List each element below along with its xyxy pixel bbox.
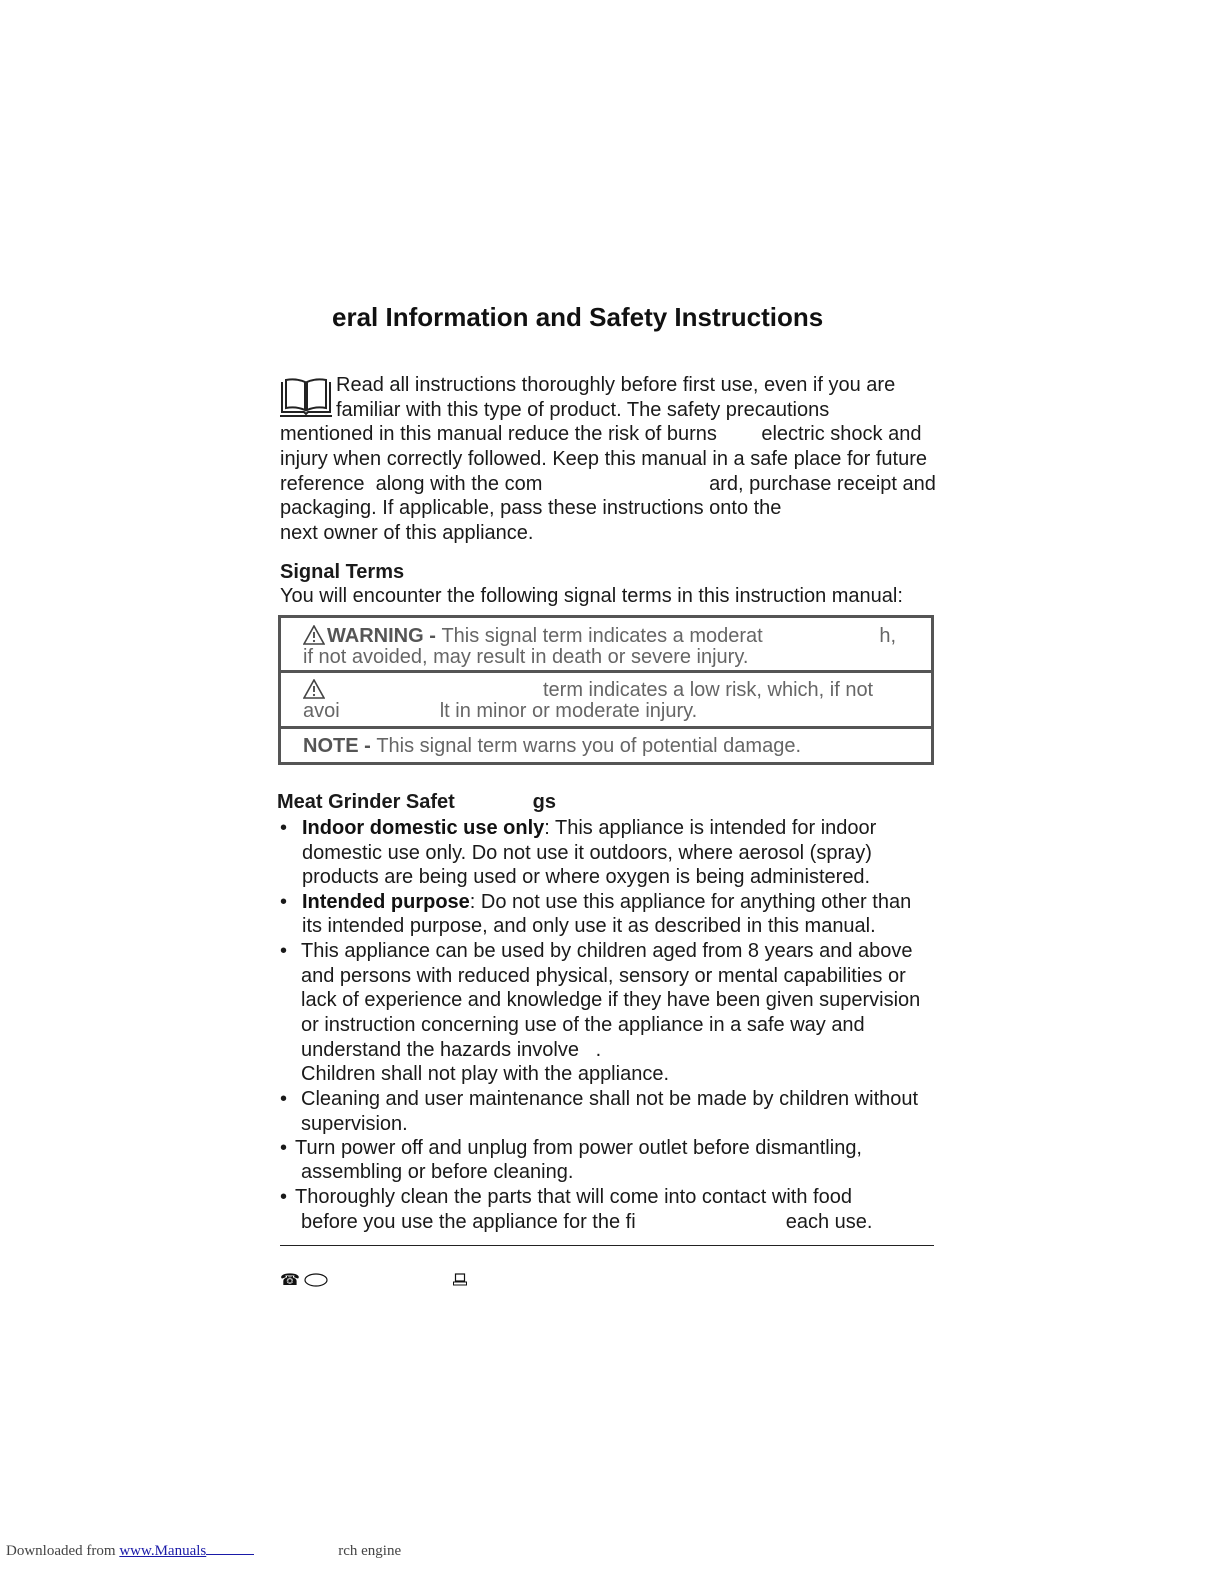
- bullet-5-line: assembling or before cleaning.: [301, 1161, 574, 1183]
- footer-prefix: Downloaded from: [6, 1543, 120, 1559]
- phone-icon: ☎: [280, 1272, 300, 1289]
- footer-suffix: rch engine: [338, 1543, 402, 1559]
- bullet-3-line: This appliance can be used by children aged from 8 years and above: [301, 940, 913, 962]
- safety-heading: Meat Grinder Safet gs: [277, 791, 556, 813]
- bullet-2-line: [302, 890, 911, 914]
- bullet-3-line: or instruction concerning use of the appliance in a safe way and: [301, 1014, 865, 1036]
- intro-line: Read all instructions thoroughly before first use, even if you are: [336, 374, 896, 396]
- bullet-3-line: lack of experience and knowledge if they have been given supervision: [301, 989, 921, 1011]
- bullet-1-line: products are being used or where oxygen is being administered.: [302, 866, 871, 888]
- warning-box: [278, 615, 934, 673]
- caution-line: term indicates a low risk, which, if not: [543, 679, 874, 701]
- warning-text: This signal term indicates a moderat h,: [441, 625, 897, 647]
- intro-line: mentioned in this manual reduce the risk of burns electric shock and: [280, 423, 922, 445]
- bullet: •: [280, 1137, 288, 1159]
- caution-line-2: avoi lt in minor or moderate injury.: [303, 700, 698, 722]
- caution-box: [278, 670, 934, 729]
- footer-link[interactable]: www.Manuals: [119, 1543, 207, 1559]
- bullet-3-line: and persons with reduced physical, sensory or mental capabilities or: [301, 965, 906, 987]
- caution-icon: [303, 679, 325, 699]
- warning-label: WARNING -: [327, 625, 442, 647]
- bullet-1-bold: Indoor domestic use only: [302, 817, 545, 839]
- bullet-3-line: Children shall not play with the appliance.: [301, 1063, 669, 1085]
- intro-line: next owner of this appliance.: [280, 522, 534, 544]
- bullet-1-line: domestic use only. Do not use it outdoors, where aerosol (spray): [302, 842, 872, 864]
- bullet: •: [280, 817, 288, 839]
- footer-link-underline: [206, 1542, 254, 1555]
- signal-terms-intro: You will encounter the following signal terms in this instruction manual:: [280, 585, 903, 607]
- intro-line: reference along with the com ard, purchase receipt and: [280, 473, 936, 495]
- bullet-6-line: before you use the appliance for the fi each use.: [301, 1211, 873, 1233]
- oval-icon: [304, 1273, 328, 1287]
- bullet-1-text: : This appliance is intended for indoor: [544, 817, 877, 839]
- bullet: •: [280, 940, 288, 962]
- bullet-4-line: Cleaning and user maintenance shall not be made by children without: [301, 1088, 919, 1110]
- bullet: •: [280, 1186, 288, 1208]
- bullet: •: [280, 891, 288, 913]
- bullet-6-line: Thoroughly clean the parts that will come into contact with food: [295, 1186, 852, 1208]
- bullet: •: [280, 1088, 288, 1110]
- intro-line: packaging. If applicable, pass these instructions onto the: [280, 497, 782, 519]
- divider: [280, 1245, 934, 1246]
- bullet-2-text: : Do not use this appliance for anything other than: [469, 891, 912, 913]
- note-line: [303, 734, 801, 758]
- intro-line: injury when correctly followed. Keep this manual in a safe place for future: [280, 448, 928, 470]
- laptop-icon: [453, 1273, 467, 1286]
- bullet-4-line: supervision.: [301, 1113, 408, 1135]
- intro-line: familiar with this type of product. The safety precautions: [336, 399, 830, 421]
- bullet-2-bold: Intended purpose: [302, 891, 470, 913]
- signal-terms-heading: Signal Terms: [280, 561, 405, 583]
- note-box: [278, 726, 934, 765]
- note-label: NOTE -: [303, 735, 377, 757]
- note-text: This signal term warns you of potential damage.: [376, 735, 802, 757]
- book-icon: [278, 376, 334, 418]
- bullet-5-line: Turn power off and unplug from power outlet before dismantling,: [295, 1137, 862, 1159]
- warning-icon: [303, 625, 325, 645]
- warning-line-2: if not avoided, may result in death or severe injury.: [303, 646, 749, 668]
- page-title: eral Information and Safety Instructions: [332, 302, 824, 332]
- bullet-3-line: understand the hazards involve .: [301, 1039, 602, 1061]
- bullet-1-line: [302, 816, 876, 840]
- bullet-2-line: its intended purpose, and only use it as described in this manual.: [302, 915, 876, 937]
- footer: [6, 1542, 401, 1560]
